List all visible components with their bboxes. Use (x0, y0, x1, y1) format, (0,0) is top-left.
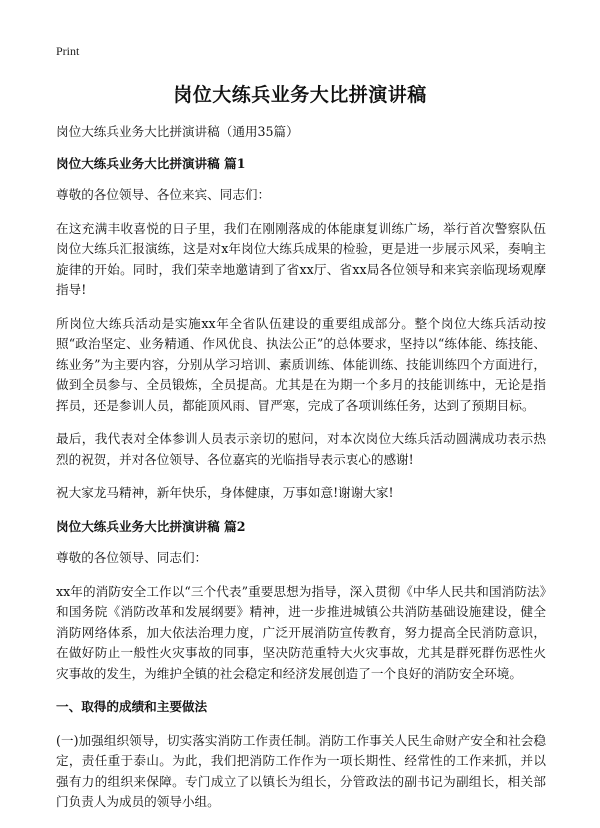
section-heading-1: 岗位大练兵业务大比拼演讲稿 篇1 (56, 155, 246, 171)
page-title: 岗位大练兵业务大比拼演讲稿 (173, 84, 427, 106)
document-body (56, 122, 546, 813)
paragraph: (一)加强组织领导，切实落实消防工作责任制。消防工作事关人民生命财产安全和社会稳定，责任重于泰山。为此，我们把消防工作作为一项长期性、经常性的工作来抓，并以强有力的组织来保障。专门成立了以镇长为组长，分管政法的副书记为副组长，相关部门负责人为成员的领导小组。 (56, 732, 546, 809)
document-subtitle: 岗位大练兵业务大比拼演讲稿（通用35篇） (56, 124, 299, 139)
print-link[interactable]: Print (56, 44, 80, 58)
greeting-2: 尊敬的各位领导、同志们： (56, 550, 208, 565)
paragraph: 最后，我代表对全体参训人员表示亲切的慰问，对本次岗位大练兵活动圆满成功表示热烈的祝贺，并对各位领导、各位嘉宾的光临指导表示衷心的感谢! (56, 431, 546, 467)
greeting-1: 尊敬的各位领导、各位来宾、同志们： (56, 187, 271, 202)
paragraph: 祝大家龙马精神，新年快乐，身体健康，万事如意!谢谢大家! (56, 485, 394, 500)
paragraph: xx年的消防安全工作以“三个代表”重要思想为指导，深入贯彻《中华人民共和国消防法》和国务院《消防改革和发展纲要》精神，进一步推进城镇公共消防基础设施建设，健全消防网络体系，加大依法治理力度，广泛开展消防宣传教育，努力提高全民消防意识，在做好防止一般性火灾事故的同事，坚决防范重特大火灾事故，尤其是群死群伤恶性火灾事故的发生，为维护全镇的社会稳定和经济发展创造了一个良好的消防安全环境。 (56, 583, 546, 681)
section-heading-2: 岗位大练兵业务大比拼演讲稿 篇2 (56, 518, 246, 534)
paragraph: 所岗位大练兵活动是实施xx年全省队伍建设的重要组成部分。整个岗位大练兵活动按照“政治坚定、业务精通、作风优良、执法公正”的总体要求，坚持以“练体能、练技能、练业务”为主要内容，分别从学习培训、素质训练、体能训练、技能训练四个方面进行，做到全员参与、全员锻炼，全员提高。尤其是在为期一个多月的技能训练中，无论是指挥员，还是参训人员，都能顶风雨、冒严寒，完成了各项训练任务，达到了预期目标。 (56, 315, 546, 413)
subsection-heading: 一、取得的成绩和主要做法 (56, 699, 208, 714)
paragraph: 在这充满丰收喜悦的日子里，我们在刚刚落成的体能康复训练广场，举行首次警察队伍岗位大练兵汇报演练，这是对x年岗位大练兵成果的检验，更是进一步展示风采，奏响主旋律的开始。同时，我们荣幸地邀请到了省xx厅、省xx局各位领导和来宾亲临现场观摩指导! (56, 220, 546, 297)
